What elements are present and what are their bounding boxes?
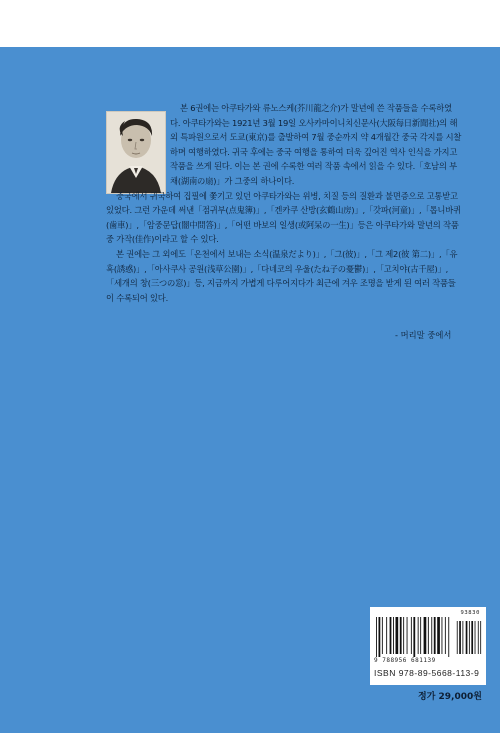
addon-code: 93830	[460, 610, 480, 616]
price-label: 정가 29,000원	[418, 692, 482, 702]
preface-paragraph-1: 본 6권에는 아쿠타가와 류노스케(芥川龍之介)가 말년에 쓴 작품들을 수록하였다. 아쿠타가와는 1921년 3월 19일 오사카마이니치신문사(大阪每日新聞社)의 해외 특파원으로서 도쿄(東京)를 출발하여 7월 중순까지 약 4개월간 중국 각지를 시찰하며 여행하였다. 귀국 후에는 중국 여행을 통하여 더욱 깊어진 역사 인식을 가지고 작품을 쓰게 된다. 이는 본 권에 수록한 여러 작품 속에서 읽을 수 있다.「호남의 부채(湖南の扇)」가 그중의 하나이다.	[170, 103, 462, 186]
isbn-barcode	[370, 607, 486, 685]
isbn-number: ISBN 978-89-5668-113-9	[374, 668, 480, 678]
preface-credit: - 머리말 중에서	[395, 330, 452, 340]
ean-digits: 9 788956 681139	[374, 657, 436, 664]
preface-excerpt	[106, 101, 462, 305]
barcode-bars	[376, 617, 482, 657]
preface-paragraph-2: 중국에서 귀국하여 집필에 쫓기고 있던 아쿠타가와는 위병, 치질 등의 질환과 불면증으로 고통받고 있었다. 그런 가운데 써낸「점귀부(点鬼簿)」,「겐카쿠 산방(玄鶴山房)」,「갓파(河童)」,「톱니바퀴(歯車)」,「암중문답(闇中問答)」,「어떤 바보의 일생(或阿呆の一生)」등은 아쿠타가와 말년의 작품 중 가작(佳作)이라고 할 수 있다.	[106, 190, 461, 245]
preface-paragraph-3: 본 권에는 그 외에도「온천에서 보내는 소식(温泉だより)」,「그(彼)」,「그 제2(彼 第二)」,「유혹(誘惑)」,「아사쿠사 공원(浅草公園)」,「다네코의 우울(たね子の憂鬱)」,「고치야(古千屋)」,「세개의 창(三つの窓)」등, 지금까지 가볍게 다루어지다가 최근에 겨우 조명을 받게 된 여러 작품들이 수록되어 있다.	[106, 248, 458, 303]
